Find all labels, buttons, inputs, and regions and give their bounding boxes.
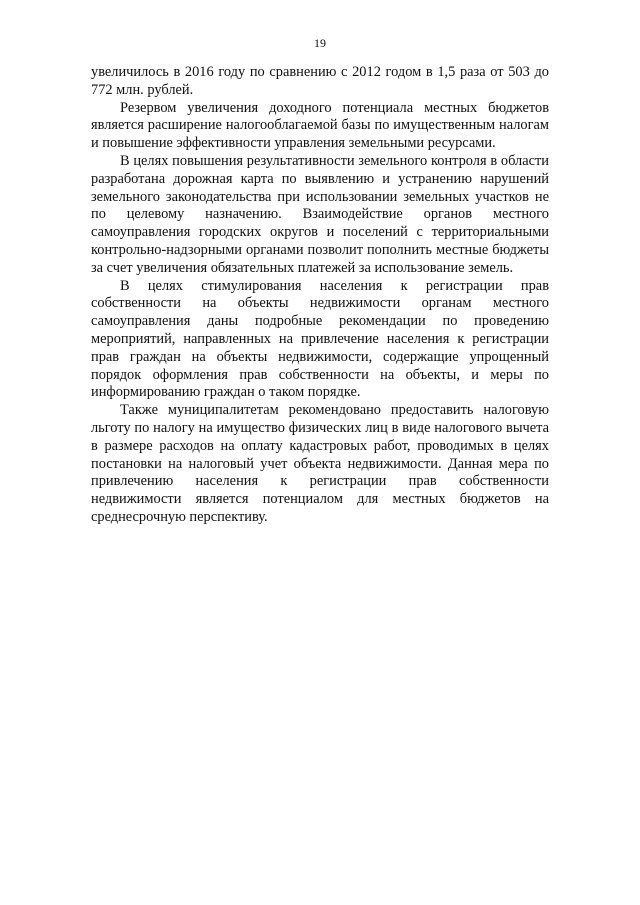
body-text (91, 64, 549, 527)
paragraph-continuation: увеличилось в 2016 году по сравнению с 2012 годом в 1,5 раза от 503 до 772 млн. рублей. (91, 64, 549, 98)
paragraph-land-control: В целях повышения результативности земельного контроля в области разработана дорожная карта по выявлению и устранению нарушений земельного законодательства при использовании земельных участков не по целевому назначению. Взаимодействие органов местного самоуправления городских округов и поселений с территориальными контрольно-надзорными органами позволит пополнить местные бюджеты за счет увеличения обязательных платежей за использование земель. (91, 152, 549, 276)
page-number: 19 (314, 36, 326, 50)
paragraph-revenue-reserve: Резервом увеличения доходного потенциала местных бюджетов является расширение налогооблагаемой базы по имущественным налогам и повышение эффективности управления земельными ресурсами. (91, 99, 549, 152)
paragraph-tax-benefit: Также муниципалитетам рекомендовано предоставить налоговую льготу по налогу на имущество физических лиц в виде налогового вычета в размере расходов на оплату кадастровых работ, проводимых в целях постановки на налоговый учет объекта недвижимости. Данная мера по привлечению населения к регистрации прав собственности недвижимости является потенциалом для местных бюджетов на среднесрочную перспективу. (91, 402, 549, 525)
paragraph-registration-incentives: В целях стимулирования населения к регистрации прав собственности на объекты недвижимости органам местного самоуправления даны подробные рекомендации по проведению мероприятий, направленных на привлечение населения к регистрации прав граждан на объекты недвижимости, содержащие упрощенный порядок оформления прав собственности на объекты, и меры по информированию граждан о таком порядке. (91, 277, 549, 401)
